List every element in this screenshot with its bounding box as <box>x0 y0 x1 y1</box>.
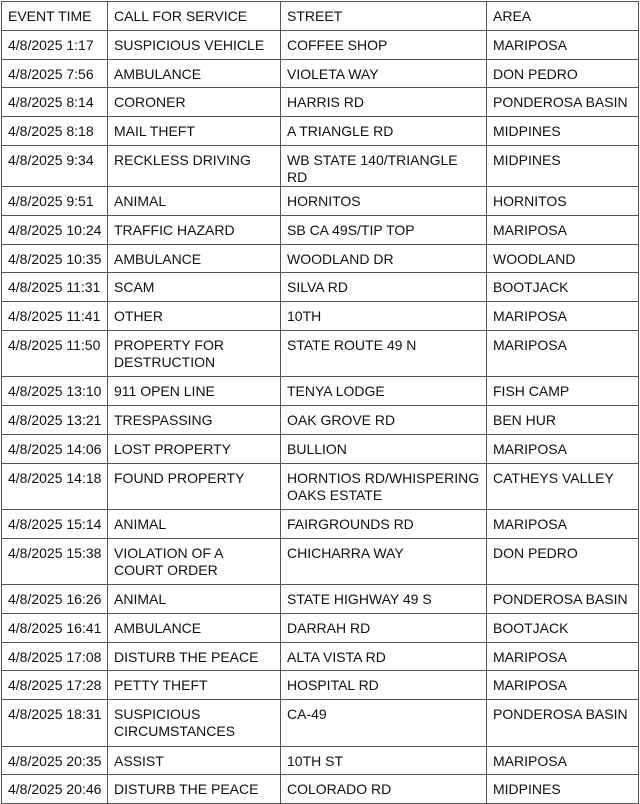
event-time-cell: 4/8/2025 10:35 <box>2 244 108 273</box>
area-cell: MARIPOSA <box>487 746 639 775</box>
street-cell: SILVA RD <box>281 273 487 302</box>
table-row <box>2 117 639 146</box>
street-cell: WOODLAND DR <box>281 244 487 273</box>
call-for-service-cell: LOST PROPERTY <box>108 434 281 463</box>
event-time-cell: 4/8/2025 18:31 <box>2 700 108 746</box>
area-cell: MARIPOSA <box>487 671 639 700</box>
event-time-cell: 4/8/2025 20:46 <box>2 775 108 804</box>
area-cell: MARIPOSA <box>487 330 639 376</box>
street-cell: OAK GROVE RD <box>281 406 487 435</box>
area-cell: PONDEROSA BASIN <box>487 88 639 117</box>
street-cell: COLORADO RD <box>281 775 487 804</box>
call-for-service-cell: CORONER <box>108 88 281 117</box>
street-cell: CA-49 <box>281 700 487 746</box>
area-cell: BOOTJACK <box>487 613 639 642</box>
table-row <box>2 538 639 584</box>
event-time-cell: 4/8/2025 17:28 <box>2 671 108 700</box>
street-cell: A TRIANGLE RD <box>281 117 487 146</box>
header-area: AREA <box>487 2 639 31</box>
call-for-service-cell: RECKLESS DRIVING <box>108 145 281 186</box>
event-time-cell: 4/8/2025 10:24 <box>2 215 108 244</box>
street-cell: HORNITOS <box>281 186 487 215</box>
table-row <box>2 88 639 117</box>
table-row <box>2 273 639 302</box>
area-cell: BOOTJACK <box>487 273 639 302</box>
call-for-service-cell: SUSPICIOUS VEHICLE <box>108 30 281 59</box>
table-row <box>2 585 639 614</box>
call-for-service-cell: ANIMAL <box>108 585 281 614</box>
table-row <box>2 509 639 538</box>
header-event-time: EVENT TIME <box>2 2 108 31</box>
event-time-cell: 4/8/2025 13:21 <box>2 406 108 435</box>
event-time-cell: 4/8/2025 11:50 <box>2 330 108 376</box>
table-row <box>2 215 639 244</box>
area-cell: BEN HUR <box>487 406 639 435</box>
area-cell: MARIPOSA <box>487 30 639 59</box>
area-cell: MIDPINES <box>487 775 639 804</box>
area-cell: PONDEROSA BASIN <box>487 700 639 746</box>
header-street: STREET <box>281 2 487 31</box>
event-time-cell: 4/8/2025 14:18 <box>2 463 108 509</box>
street-cell: HARRIS RD <box>281 88 487 117</box>
street-cell: CHICHARRA WAY <box>281 538 487 584</box>
header-call-for-service: CALL FOR SERVICE <box>108 2 281 31</box>
call-for-service-cell: TRAFFIC HAZARD <box>108 215 281 244</box>
table-row <box>2 330 639 376</box>
call-for-service-cell: PROPERTY FOR DESTRUCTION <box>108 330 281 376</box>
call-log-table <box>1 1 639 804</box>
street-cell: DARRAH RD <box>281 613 487 642</box>
call-for-service-cell: VIOLATION OF A COURT ORDER <box>108 538 281 584</box>
table-row <box>2 613 639 642</box>
event-time-cell: 4/8/2025 8:14 <box>2 88 108 117</box>
street-cell: SB CA 49S/TIP TOP <box>281 215 487 244</box>
area-cell: MARIPOSA <box>487 642 639 671</box>
call-for-service-cell: 911 OPEN LINE <box>108 377 281 406</box>
street-cell: BULLION <box>281 434 487 463</box>
table-row <box>2 406 639 435</box>
call-for-service-cell: MAIL THEFT <box>108 117 281 146</box>
event-time-cell: 4/8/2025 15:38 <box>2 538 108 584</box>
street-cell: VIOLETA WAY <box>281 59 487 88</box>
area-cell: MIDPINES <box>487 145 639 186</box>
table-row <box>2 463 639 509</box>
table-row <box>2 746 639 775</box>
table-row <box>2 671 639 700</box>
area-cell: DON PEDRO <box>487 59 639 88</box>
event-time-cell: 4/8/2025 14:06 <box>2 434 108 463</box>
event-time-cell: 4/8/2025 13:10 <box>2 377 108 406</box>
table-row <box>2 244 639 273</box>
street-cell: FAIRGROUNDS RD <box>281 509 487 538</box>
street-cell: 10TH <box>281 302 487 331</box>
call-for-service-cell: DISTURB THE PEACE <box>108 775 281 804</box>
area-cell: HORNITOS <box>487 186 639 215</box>
street-cell: TENYA LODGE <box>281 377 487 406</box>
area-cell: MARIPOSA <box>487 302 639 331</box>
table-row <box>2 59 639 88</box>
street-cell: WB STATE 140/TRIANGLE RD <box>281 145 487 186</box>
event-time-cell: 4/8/2025 9:51 <box>2 186 108 215</box>
call-for-service-cell: PETTY THEFT <box>108 671 281 700</box>
call-for-service-cell: SCAM <box>108 273 281 302</box>
area-cell: MARIPOSA <box>487 509 639 538</box>
event-time-cell: 4/8/2025 11:41 <box>2 302 108 331</box>
area-cell: DON PEDRO <box>487 538 639 584</box>
area-cell: WOODLAND <box>487 244 639 273</box>
table-row <box>2 145 639 186</box>
area-cell: PONDEROSA BASIN <box>487 585 639 614</box>
street-cell: HORNTIOS RD/WHISPERING OAKS ESTATE <box>281 463 487 509</box>
street-cell: COFFEE SHOP <box>281 30 487 59</box>
street-cell: STATE HIGHWAY 49 S <box>281 585 487 614</box>
event-time-cell: 4/8/2025 16:41 <box>2 613 108 642</box>
table-row <box>2 700 639 746</box>
call-for-service-cell: SUSPICIOUS CIRCUMSTANCES <box>108 700 281 746</box>
call-for-service-cell: FOUND PROPERTY <box>108 463 281 509</box>
event-time-cell: 4/8/2025 9:34 <box>2 145 108 186</box>
event-time-cell: 4/8/2025 15:14 <box>2 509 108 538</box>
event-time-cell: 4/8/2025 7:56 <box>2 59 108 88</box>
event-time-cell: 4/8/2025 11:31 <box>2 273 108 302</box>
street-cell: HOSPITAL RD <box>281 671 487 700</box>
call-for-service-cell: AMBULANCE <box>108 244 281 273</box>
area-cell: FISH CAMP <box>487 377 639 406</box>
street-cell: 10TH ST <box>281 746 487 775</box>
area-cell: MARIPOSA <box>487 215 639 244</box>
area-cell: MIDPINES <box>487 117 639 146</box>
street-cell: ALTA VISTA RD <box>281 642 487 671</box>
event-time-cell: 4/8/2025 1:17 <box>2 30 108 59</box>
area-cell: CATHEYS VALLEY <box>487 463 639 509</box>
table-row <box>2 377 639 406</box>
event-time-cell: 4/8/2025 20:35 <box>2 746 108 775</box>
header-row <box>2 2 639 31</box>
call-for-service-cell: AMBULANCE <box>108 59 281 88</box>
table-row <box>2 434 639 463</box>
call-for-service-cell: TRESPASSING <box>108 406 281 435</box>
event-time-cell: 4/8/2025 8:18 <box>2 117 108 146</box>
call-for-service-cell: DISTURB THE PEACE <box>108 642 281 671</box>
event-time-cell: 4/8/2025 17:08 <box>2 642 108 671</box>
street-cell: STATE ROUTE 49 N <box>281 330 487 376</box>
table-row <box>2 186 639 215</box>
call-for-service-cell: OTHER <box>108 302 281 331</box>
call-for-service-cell: ANIMAL <box>108 186 281 215</box>
table-row <box>2 775 639 804</box>
call-for-service-cell: ASSIST <box>108 746 281 775</box>
table-row <box>2 302 639 331</box>
call-for-service-cell: ANIMAL <box>108 509 281 538</box>
area-cell: MARIPOSA <box>487 434 639 463</box>
event-time-cell: 4/8/2025 16:26 <box>2 585 108 614</box>
table-row <box>2 642 639 671</box>
call-for-service-cell: AMBULANCE <box>108 613 281 642</box>
table-row <box>2 30 639 59</box>
